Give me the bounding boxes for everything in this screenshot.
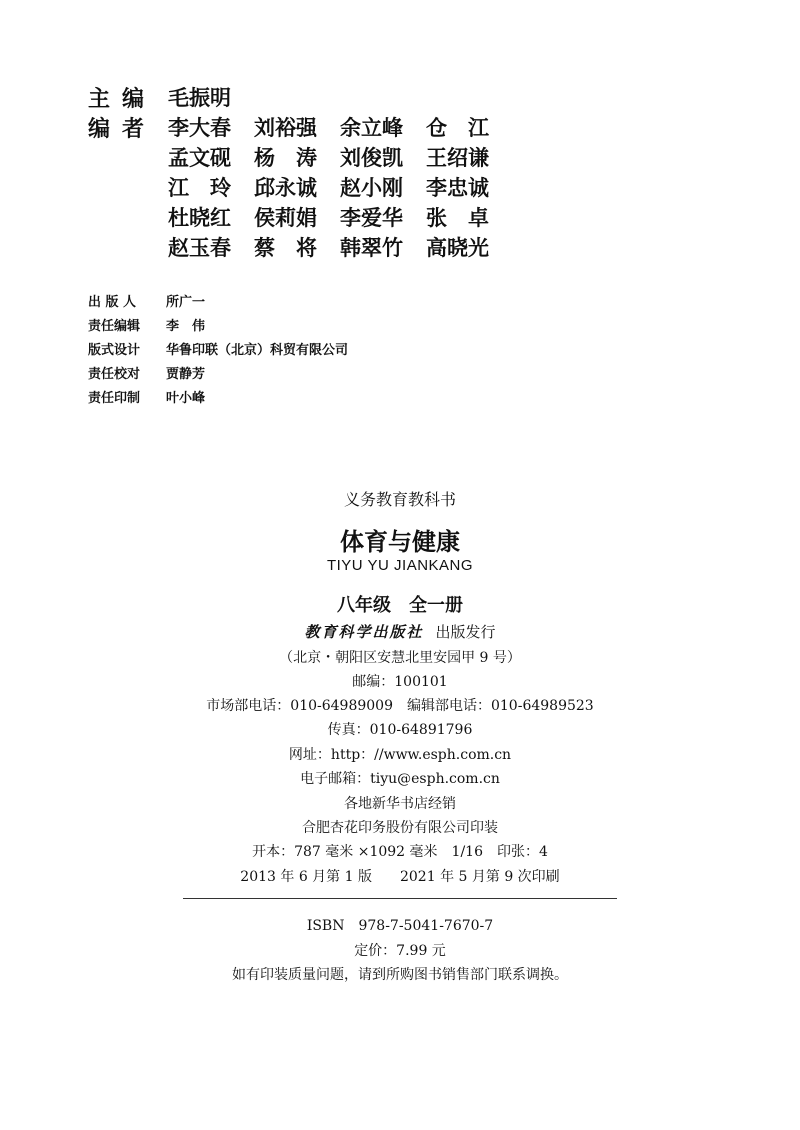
editor-name: 赵玉春 (168, 236, 231, 260)
credit-row-publisher (88, 288, 348, 312)
editor-name: 王绍谦 (426, 146, 489, 170)
editor-name: 江 玲 (168, 176, 231, 200)
editor-name: 杜晓红 (168, 206, 231, 230)
editor-name: 赵小刚 (340, 176, 403, 200)
quality-notice: 如有印装质量问题，请到所购图书销售部门联系调换。 (232, 967, 568, 983)
publisher-address: （北京・朝阳区安慧北里安园甲 9 号） (279, 650, 521, 666)
credits-list (88, 288, 348, 408)
credit-row-editor (88, 312, 348, 336)
series-name: 义务教育教科书 (343, 490, 456, 509)
credit-value: 叶小峰 (166, 390, 206, 406)
credit-row-printing (88, 384, 348, 408)
book-format: 开本：787 毫米 ×1092 毫米 1/16 印张：4 (252, 844, 548, 860)
printer: 合肥杏花印务股份有限公司印装 (302, 820, 498, 836)
editor-name: 李大春 (168, 116, 231, 140)
chief-editor-row (88, 82, 512, 112)
publisher-role: 出版发行 (435, 623, 496, 641)
editor-name: 蔡 将 (254, 236, 317, 260)
editor-name: 侯莉娟 (254, 206, 317, 230)
editor-name: 邱永诚 (254, 176, 317, 200)
chief-editor-name: 毛振明 (168, 86, 231, 110)
editors-row (88, 142, 512, 172)
edition-info: 2013 年 6 月第 1 版 2021 年 5 月第 9 次印刷 (240, 869, 560, 885)
phone-numbers: 市场部电话：010-64989009 编辑部电话：010-64989523 (206, 698, 594, 714)
publisher-line (0, 621, 800, 642)
credit-value: 华鲁印联（北京）科贸有限公司 (166, 342, 349, 358)
credit-value: 贾静芳 (166, 366, 206, 382)
editor-name: 张 卓 (426, 206, 489, 230)
grade-volume: 八年级 全一册 (337, 595, 463, 616)
credit-row-proofreader (88, 360, 348, 384)
editors-row (88, 172, 512, 202)
editor-name: 杨 涛 (254, 146, 317, 170)
editors-label: 编者 (88, 116, 157, 142)
fax-number: 传真：010-64891796 (327, 722, 473, 738)
editor-name: 余立峰 (340, 116, 403, 140)
website: 网址：http：//www.esph.com.cn (288, 747, 512, 763)
postcode: 邮编：100101 (352, 674, 448, 690)
editors-row (88, 112, 512, 142)
editor-name: 高晓光 (426, 236, 489, 260)
credit-value: 所广一 (166, 294, 206, 310)
credit-value: 李 伟 (166, 318, 206, 334)
editor-name: 李忠诚 (426, 176, 489, 200)
editor-name: 李爱华 (340, 206, 403, 230)
credit-label: 责任编辑 (88, 318, 141, 334)
distribution: 各地新华书店经销 (344, 796, 456, 812)
email: 电子邮箱：tiyu@esph.com.cn (300, 771, 500, 787)
editors-row (88, 202, 512, 232)
credit-label: 版式设计 (88, 342, 141, 358)
isbn: ISBN 978-7-5041-7670-7 (306, 918, 494, 934)
publisher-logo: 教育科学出版社 (304, 623, 424, 641)
book-title: 体育与健康 (340, 528, 460, 556)
editor-name: 刘俊凯 (340, 146, 403, 170)
editor-name: 刘裕强 (254, 116, 317, 140)
editors-row (88, 232, 512, 262)
editor-name: 仓 江 (426, 116, 489, 140)
editor-name: 韩翠竹 (340, 236, 403, 260)
book-title-pinyin: TIYU YU JIANKANG (326, 557, 474, 574)
credit-label: 责任印制 (88, 390, 141, 406)
staff-list (88, 82, 512, 262)
editor-name: 孟文砚 (168, 146, 231, 170)
credit-row-layout (88, 336, 348, 360)
price: 定价：7.99 元 (354, 943, 446, 959)
chief-editor-label: 主编 (88, 86, 157, 112)
credit-label: 责任校对 (88, 366, 141, 382)
credit-label: 出 版 人 (88, 294, 137, 310)
divider (183, 898, 617, 899)
